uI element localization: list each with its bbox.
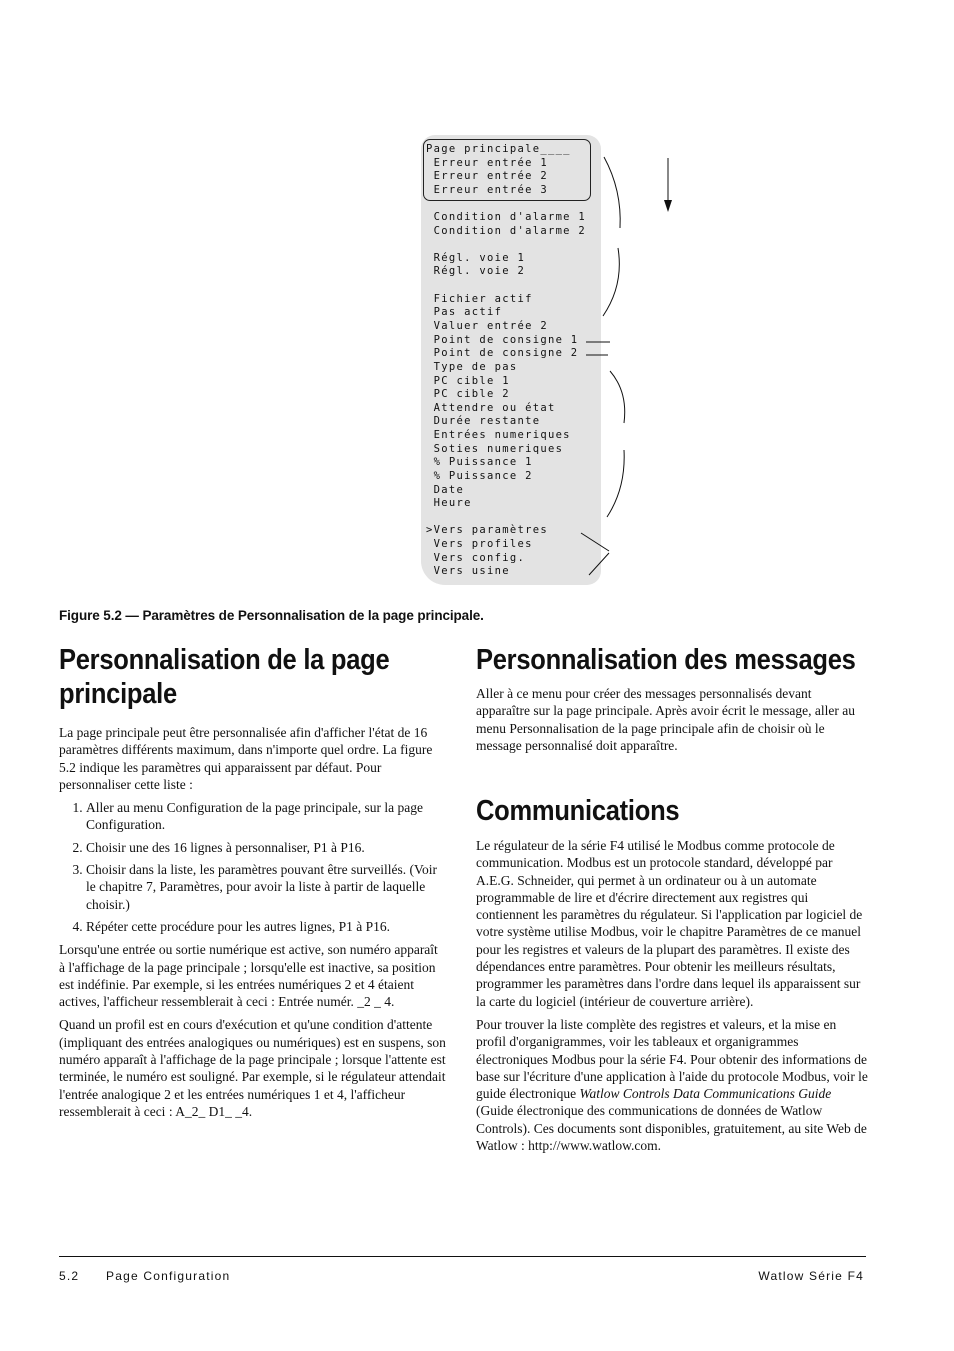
pointer-top-a <box>581 533 609 551</box>
step-item: 3. Choisir dans la liste, les paramètres pouvant être surveillés. (Voir le chapitre 7, Paramètres, pour avoir la liste à partir de laquelle choisir.) <box>86 861 447 913</box>
lcd-menu-line: % Puissance 2 <box>426 470 533 482</box>
digital-io-paragraph: Lorsqu'une entrée ou sortie numérique est active, son numéro apparaît à l'affichage de la page principale ; lorsqu'elle est inactive, sa position est indéfinie. Par exemple, si les entrées numériques 2 et 4 étaient actives, l'afficheur ressemblerait à ceci : Entrée numér. _2 _ 4. <box>59 942 438 1010</box>
lcd-menu-line: Point de consigne 1 <box>426 334 579 346</box>
lcd-menu-line: Heure <box>426 497 472 509</box>
pointer-top-b <box>589 553 609 575</box>
step-item: 1. Aller au menu Configuration de la page principale, sur la page Configuration. <box>86 799 447 834</box>
registers-paragraph <box>476 1016 868 1154</box>
footer-page-number: 5.2 <box>59 1269 80 1283</box>
lcd-menu-line: Erreur entrée 3 <box>426 184 548 196</box>
lcd-menu-line: Pas actif <box>426 306 503 318</box>
step-item: 4. Répéter cette procédure pour les autres lignes, P1 à P16. <box>86 918 447 935</box>
lcd-menu-line: Durée restante <box>426 415 541 427</box>
profile-wait-paragraph: Quand un profil est en cours d'exécution et qu'une condition d'attente (impliquant des entrées analogiques ou numériques) est en suspens, son numéro apparaît à l'affichage de la page principale ; lorsque l'attente est terminée, le numéro est souligné. Par exemple, si le régulateur attendait l'entrée analogique 2 et les entrées numériques 1 et 4, l'afficheur ressemblerait à ceci : A_2_ D1_ _4. <box>59 1017 446 1119</box>
brace-3 <box>610 371 625 423</box>
lcd-menu-line: PC cible 2 <box>426 388 510 400</box>
lcd-menu-line: Condition d'alarme 2 <box>426 225 587 237</box>
lcd-menu-line: % Puissance 1 <box>426 456 533 468</box>
footer-rule <box>59 1256 866 1257</box>
heading-home-page <box>59 643 389 711</box>
lcd-menu-line: Date <box>426 484 465 496</box>
heading-line-2: principale <box>59 678 177 710</box>
lcd-menu-line: Attendre ou état <box>426 402 556 414</box>
registers-text-a: Pour trouver la liste complète des registres et valeurs, et la mise en profil d'organigrammes, voir les tableaux et organigrammes électroniques Modbus pour la série F4. Pour obtenir des informations de base sur l'écriture d'une application à l'aide du protocole Modbus, voir le guide électronique <box>476 1016 868 1102</box>
guide-title: Watlow Controls Data Communications Guide <box>579 1086 832 1102</box>
steps-list <box>59 799 447 935</box>
registers-text-b: (Guide électronique des communications de données de Watlow Controls). Ces documents sont disponibles, gratuitement, au site Web de Watlow : http://www.watlow.com. <box>476 1103 867 1154</box>
left-column <box>59 724 447 1126</box>
modbus-paragraph: Le régulateur de la série F4 utilisé le Modbus comme protocole de communication. Modbus est un protocole standard, développé par A.E.G. Schneider, qui permet à un ordinateur ou à un automate programmable de lire et d'écrire directement aux registres qui contiennent les paramètres du régulateur. Si l'application par logiciel de votre système utilise Modbus, voir le chapitre Paramètres de ce manuel pour les registres et valeurs de la plupart des paramètres. Il existe des dépendances entre paramètres. Pour obtenir les meilleurs résultats, programmer les paramètres dans l'ordre dans lequel ils apparaissent sur la carte du logiciel (intérieur de couverture arrière). <box>476 838 863 1009</box>
figure-caption: Figure 5.2 — Paramètres de Personnalisation de la page principale. <box>59 608 484 623</box>
lcd-menu-line: >Vers paramètres <box>426 524 548 536</box>
lcd-menu-line: Régl. voie 1 <box>426 252 526 264</box>
lcd-menu-line: Erreur entrée 1 <box>426 157 548 169</box>
lcd-menu-line: Fichier actif <box>426 293 533 305</box>
brace-2 <box>603 248 619 316</box>
lcd-menu-line: Vers profiles <box>426 538 533 550</box>
footer-section: Page Configuration <box>106 1269 231 1283</box>
brace-4 <box>607 450 624 517</box>
lcd-menu-line: Type de pas <box>426 361 518 373</box>
messages-paragraph: Aller à ce menu pour créer des messages personnalisés devant apparaître sur la page principale. Après avoir écrit le message, aller au menu Personnalisation de la page principale afin de choisir où le message personnalisé doit apparaître. <box>476 686 855 753</box>
lcd-menu-line: Soties numeriques <box>426 443 564 455</box>
communications-section <box>476 837 868 1160</box>
lcd-menu-line: Erreur entrée 2 <box>426 170 548 182</box>
lcd-menu-line: Valuer entrée 2 <box>426 320 548 332</box>
brace-1 <box>604 157 620 228</box>
scroll-arrow-head <box>664 200 672 212</box>
lcd-menu-line: Vers config. <box>426 552 526 564</box>
intro-paragraph: La page principale peut être personnalisée afin d'afficher l'état de 16 paramètres différents maximum, dans n'importe quel ordre. La figure 5.2 indique les paramètres qui apparaissent par défaut. Pour personnaliser cette liste : <box>59 725 433 792</box>
lcd-menu-line: Entrées numeriques <box>426 429 571 441</box>
footer-product: Watlow Série F4 <box>758 1269 864 1283</box>
heading-line-1: Personnalisation de la page <box>59 644 390 676</box>
lcd-menu-line: Régl. voie 2 <box>426 265 526 277</box>
step-item: 2. Choisir une des 16 lignes à personnaliser, P1 à P16. <box>86 839 447 856</box>
lcd-menu-line: Point de consigne 2 <box>426 347 579 359</box>
lcd-menu-line: PC cible 1 <box>426 375 510 387</box>
messages-section <box>476 685 868 760</box>
lcd-menu-line: Page principale____ <box>426 143 571 155</box>
heading-communications: Communications <box>476 795 680 827</box>
heading-messages: Personnalisation des messages <box>476 644 856 676</box>
lcd-menu-line: Vers usine <box>426 565 510 577</box>
lcd-menu-line: Condition d'alarme 1 <box>426 211 587 223</box>
